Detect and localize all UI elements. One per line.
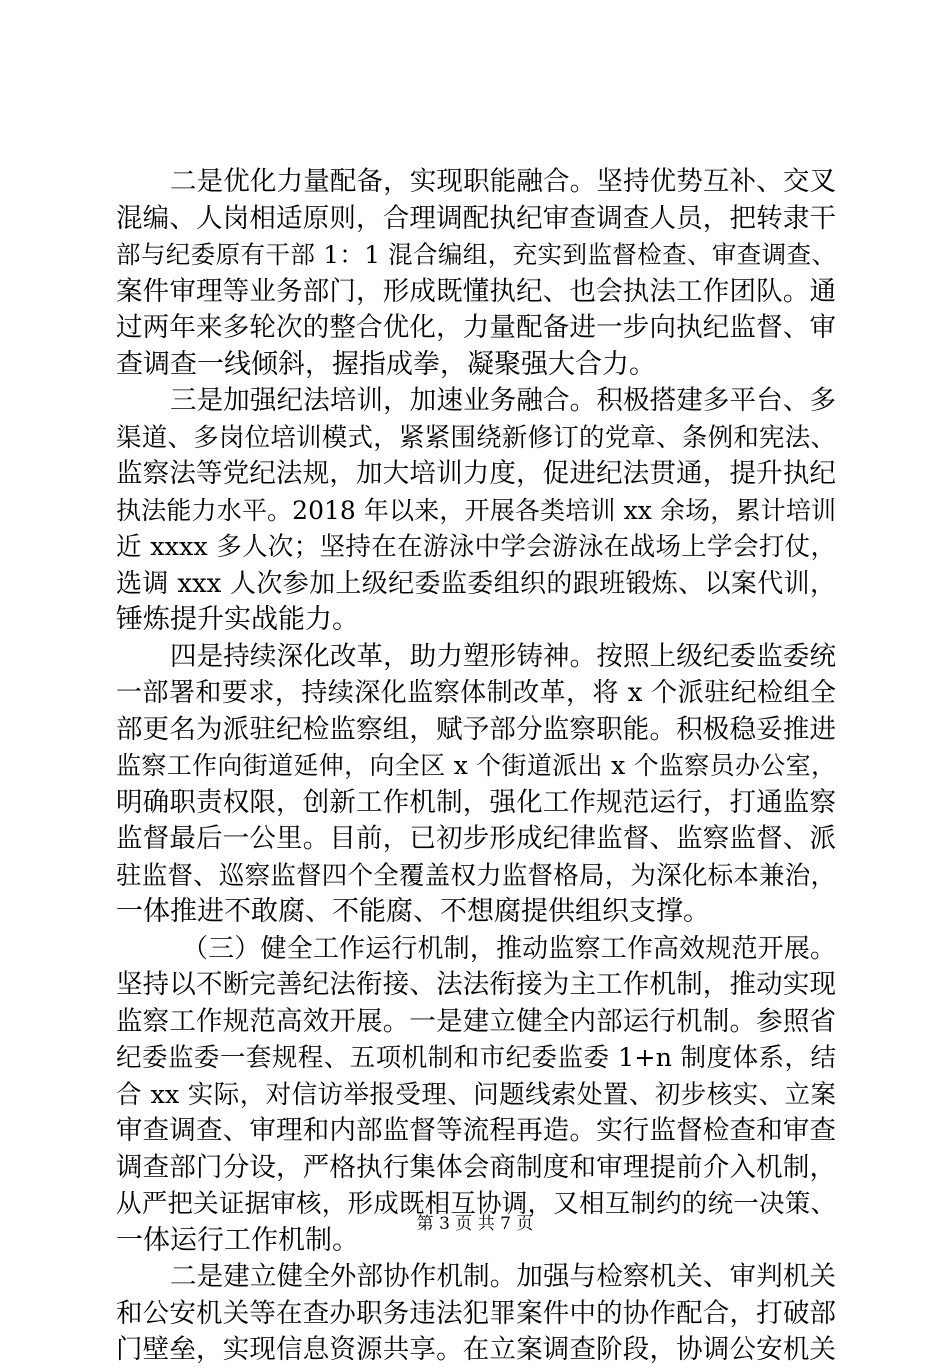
text-line: 调查部门分设，严格执行集体会商制度和审理提前介入机制， <box>116 1151 836 1183</box>
text-line: 监督最后一公里。目前，已初步形成纪律监督、监察监督、派 <box>116 823 836 854</box>
text-line: 执法能力水平。2018 年以来，开展各类培训 xx 余场，累计培训 <box>116 495 836 525</box>
page-footer: 第 3 页 共 7 页 <box>416 1214 534 1234</box>
text-line: 渠道、多岗位培训模式，紧紧围绕新修订的党章、条例和宪法、 <box>116 422 836 453</box>
text-line: 和公安机关等在查办职务违法犯罪案件中的协作配合，打破部 <box>116 1297 836 1329</box>
text-line: 近 xxxx 多人次；坚持在在游泳中学会游泳在战场上学会打仗， <box>116 532 836 562</box>
text-line: 二是优化力量配备，实现职能融合。坚持优势互补、交叉 <box>170 166 836 197</box>
text-line: 一体推进不敢腐、不能腐、不想腐提供组织支撑。 <box>116 896 710 927</box>
text-line: 混编、人岗相适原则，合理调配执纪审查调查人员，把转隶干 <box>116 202 836 234</box>
text-line: 二是建立健全外部协作机制。加强与检察机关、审判机关 <box>170 1261 836 1292</box>
text-line: 监察工作规范高效开展。一是建立健全内部运行机制。参照省 <box>116 1005 836 1037</box>
text-line: 锤炼提升实战能力。 <box>116 604 359 635</box>
text-line: 纪委监委一套规程、五项机制和市纪委监委 1+n 制度体系，结 <box>116 1043 836 1073</box>
text-line: 明确职责权限，创新工作机制，强化工作规范运行，打通监察 <box>116 786 836 818</box>
text-line: 部更名为派驻纪检监察组，赋予部分监察职能。积极稳妥推进 <box>116 713 836 745</box>
text-line: 坚持以不断完善纪法衔接、法法衔接为主工作机制，推动实现 <box>116 969 836 1000</box>
text-line: 从严把关证据审核，形成既相互协调，又相互制约的统一决策、 <box>116 1189 836 1219</box>
text-line: 监察法等党纪法规，加大培训力度，促进纪法贯通，提升执纪 <box>116 458 836 489</box>
text-line: 查调查一线倾斜，握指成拳，凝聚强大合力。 <box>116 348 656 380</box>
text-line: 过两年来多轮次的整合优化，力量配备进一步向执纪监督、审 <box>116 312 836 343</box>
document-body <box>116 164 836 1369</box>
text-line: 驻监督、巡察监督四个全覆盖权力监督格局，为深化标本兼治， <box>116 860 836 891</box>
text-line: 选调 xxx 人次参加上级纪委监委组织的跟班锻炼、以案代训， <box>116 568 836 599</box>
text-line: 门壁垒，实现信息资源共享。在立案调查阶段，协调公安机关 <box>116 1334 836 1365</box>
text-line: 审查调查、审理和内部监督等流程再造。实行监督检查和审查 <box>116 1115 836 1146</box>
text-line: 案件审理等业务部门，形成既懂执纪、也会执法工作团队。通 <box>116 275 836 307</box>
text-line: 一部署和要求，持续深化监察体制改革，将 x 个派驻纪检组全 <box>116 678 836 708</box>
text-line: 部与纪委原有干部 1：1 混合编组，充实到监督检查、审查调查、 <box>116 240 836 269</box>
text-line: 四是持续深化改革，助力塑形铸神。按照上级纪委监委统 <box>170 640 836 672</box>
text-line: 三是加强纪法培训，加速业务融合。积极搭建多平台、多 <box>170 385 836 416</box>
text-line: 一体运行工作机制。 <box>116 1224 359 1256</box>
text-line: 监察工作向街道延伸，向全区 x 个街道派出 x 个监察员办公室， <box>116 751 836 780</box>
text-line: （三）健全工作运行机制，推动监察工作高效规范开展。 <box>182 933 836 964</box>
text-line: 合 xx 实际，对信访举报受理、问题线索处置、初步核实、立案 <box>116 1079 836 1110</box>
